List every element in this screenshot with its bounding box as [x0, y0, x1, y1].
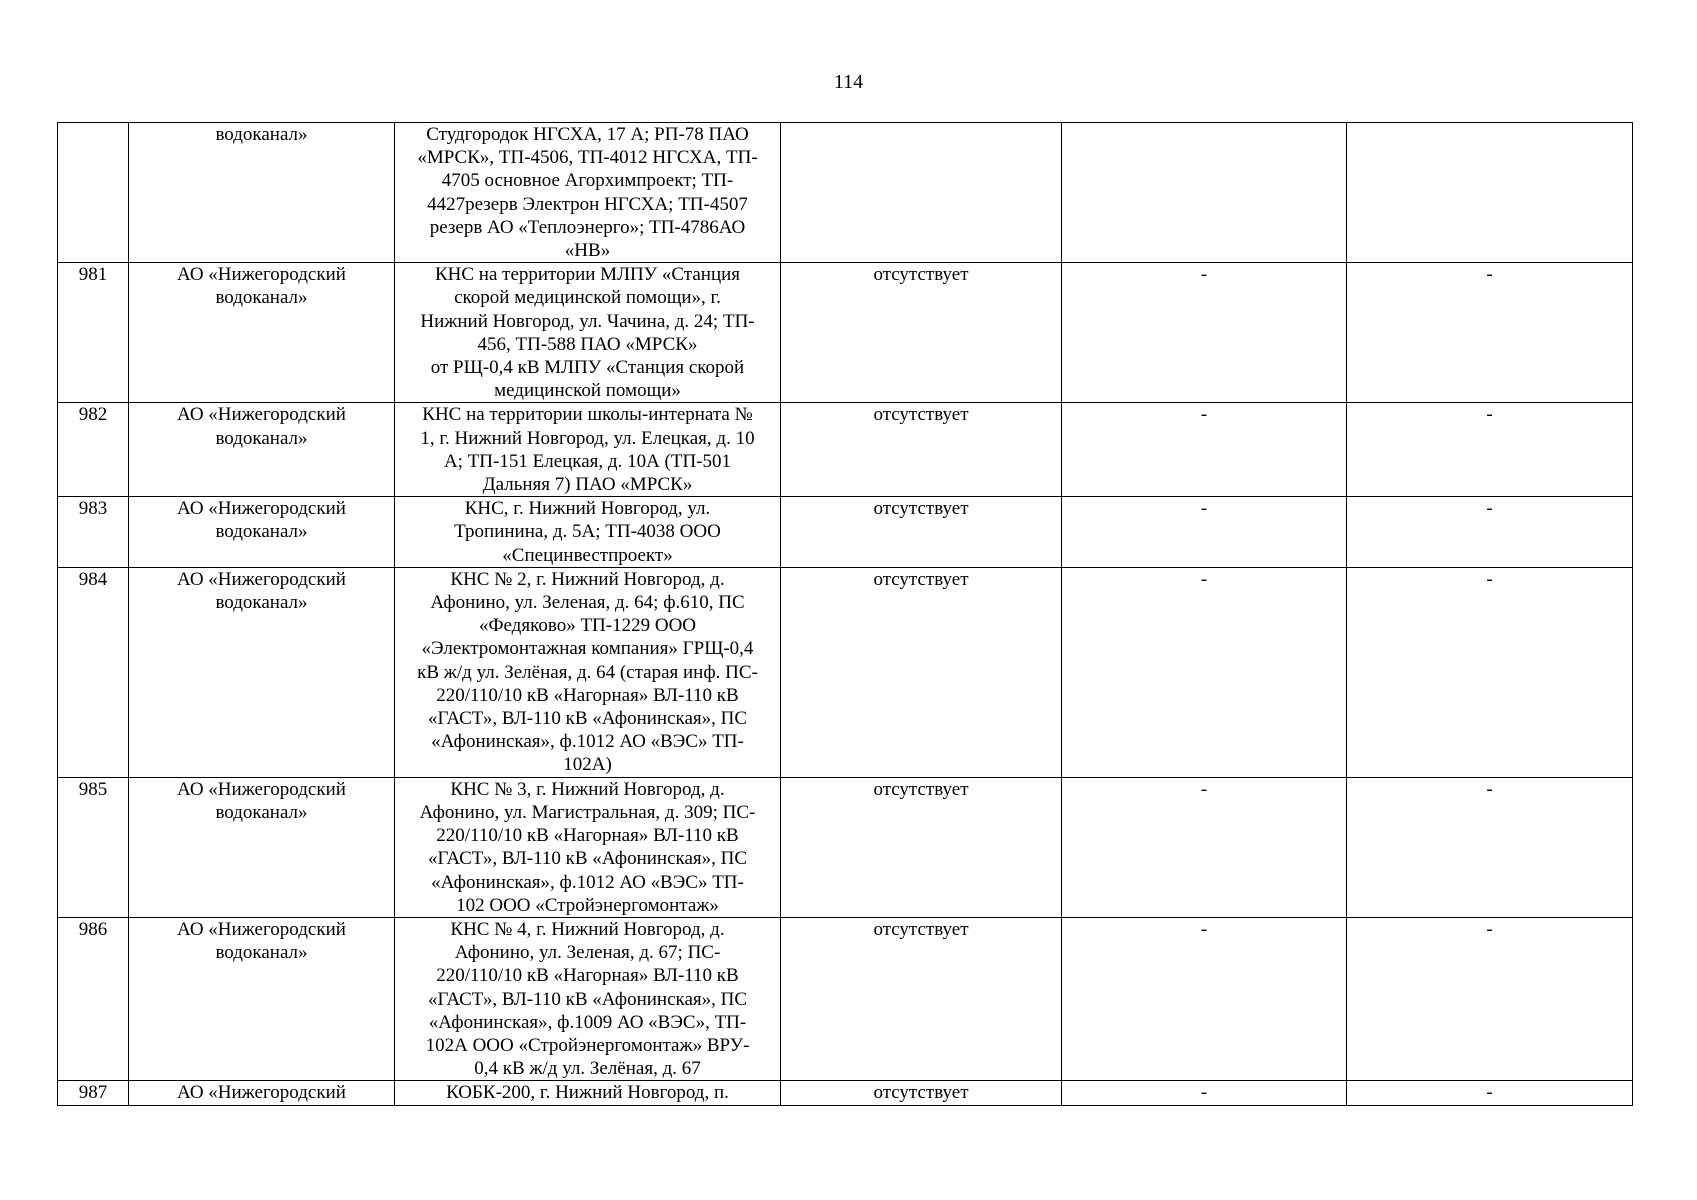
row-number-cell: 987: [58, 1081, 129, 1105]
description-cell: КНС на территории МЛПУ «Станция скорой медицинской помощи», г. Нижний Новгород, ул. Чачина, д. 24; ТП- 456, ТП-588 ПАО «МРСК» от РЩ-0,4 кВ МЛПУ «Станция скорой медицинской помощи»: [395, 263, 781, 403]
status-cell: отсутствует: [781, 567, 1062, 777]
table-row: [58, 917, 1633, 1080]
organization-cell: АО «Нижегородский водоканал»: [129, 567, 395, 777]
status-cell: отсутствует: [781, 497, 1062, 568]
description-cell: КНС, г. Нижний Новгород, ул. Тропинина, д. 5А; ТП-4038 ООО «Специнвестпроект»: [395, 497, 781, 568]
column-5-cell: [1062, 123, 1347, 263]
organization-cell: АО «Нижегородский водоканал»: [129, 403, 395, 497]
column-6-cell: -: [1347, 567, 1633, 777]
column-5-cell: -: [1062, 263, 1347, 403]
table-row: [58, 1081, 1633, 1105]
table-row: [58, 777, 1633, 917]
column-6-cell: -: [1347, 403, 1633, 497]
column-6-cell: -: [1347, 917, 1633, 1080]
table-row: [58, 263, 1633, 403]
organization-cell: АО «Нижегородский водоканал»: [129, 497, 395, 568]
organization-cell: водоканал»: [129, 123, 395, 263]
table-row: [58, 497, 1633, 568]
column-5-cell: -: [1062, 1081, 1347, 1105]
row-number-cell: 985: [58, 777, 129, 917]
status-cell: отсутствует: [781, 917, 1062, 1080]
organization-cell: АО «Нижегородский водоканал»: [129, 777, 395, 917]
column-5-cell: -: [1062, 777, 1347, 917]
status-cell: [781, 123, 1062, 263]
description-cell: Студгородок НГСХА, 17 А; РП-78 ПАО «МРСК», ТП-4506, ТП-4012 НГСХА, ТП- 4705 основное Агорхимпроект; ТП- 4427резерв Электрон НГСХА; ТП-4507 резерв АО «Теплоэнерго»; ТП-4786АО «НВ»: [395, 123, 781, 263]
description-cell: КНС № 3, г. Нижний Новгород, д. Афонино, ул. Магистральная, д. 309; ПС- 220/110/10 кВ «Нагорная» ВЛ-110 кВ «ГАСТ», ВЛ-110 кВ «Афонинская», ПС «Афонинская», ф.1012 АО «ВЭС» ТП- 102 ООО «Стройэнергомонтаж»: [395, 777, 781, 917]
description-cell: КНС № 4, г. Нижний Новгород, д. Афонино, ул. Зеленая, д. 67; ПС- 220/110/10 кВ «Нагорная» ВЛ-110 кВ «ГАСТ», ВЛ-110 кВ «Афонинская», ПС «Афонинская», ф.1009 АО «ВЭС», ТП- 102А ООО «Стройэнергомонтаж» ВРУ- 0,4 кВ ж/д ул. Зелёная, д. 67: [395, 917, 781, 1080]
organization-cell: АО «Нижегородский водоканал»: [129, 917, 395, 1080]
status-cell: отсутствует: [781, 1081, 1062, 1105]
column-6-cell: -: [1347, 1081, 1633, 1105]
description-cell: КНС на территории школы-интерната № 1, г. Нижний Новгород, ул. Елецкая, д. 10 А; ТП-151 Елецкая, д. 10А (ТП-501 Дальняя 7) ПАО «МРСК»: [395, 403, 781, 497]
column-5-cell: -: [1062, 567, 1347, 777]
organization-cell: АО «Нижегородский водоканал»: [129, 263, 395, 403]
status-cell: отсутствует: [781, 263, 1062, 403]
row-number-cell: 982: [58, 403, 129, 497]
row-number-cell: 986: [58, 917, 129, 1080]
column-6-cell: -: [1347, 497, 1633, 568]
description-cell: КНС № 2, г. Нижний Новгород, д. Афонино, ул. Зеленая, д. 64; ф.610, ПС «Федяково» ТП-1229 ООО «Электромонтажная компания» ГРЩ-0,4 кВ ж/д ул. Зелёная, д. 64 (старая инф. ПС- 220/110/10 кВ «Нагорная» ВЛ-110 кВ «ГАСТ», ВЛ-110 кВ «Афонинская», ПС «Афонинская», ф.1012 АО «ВЭС» ТП- 102А): [395, 567, 781, 777]
table-row: [58, 403, 1633, 497]
data-table: [57, 122, 1633, 1106]
row-number-cell: 984: [58, 567, 129, 777]
status-cell: отсутствует: [781, 403, 1062, 497]
column-6-cell: -: [1347, 777, 1633, 917]
status-cell: отсутствует: [781, 777, 1062, 917]
column-5-cell: -: [1062, 497, 1347, 568]
description-cell: КОБК-200, г. Нижний Новгород, п.: [395, 1081, 781, 1105]
column-5-cell: -: [1062, 917, 1347, 1080]
row-number-cell: 983: [58, 497, 129, 568]
page-number: 114: [833, 71, 864, 93]
table-row: [58, 567, 1633, 777]
organization-cell: АО «Нижегородский: [129, 1081, 395, 1105]
column-6-cell: [1347, 123, 1633, 263]
column-6-cell: -: [1347, 263, 1633, 403]
column-5-cell: -: [1062, 403, 1347, 497]
table-row: [58, 123, 1633, 263]
row-number-cell: 981: [58, 263, 129, 403]
row-number-cell: [58, 123, 129, 263]
